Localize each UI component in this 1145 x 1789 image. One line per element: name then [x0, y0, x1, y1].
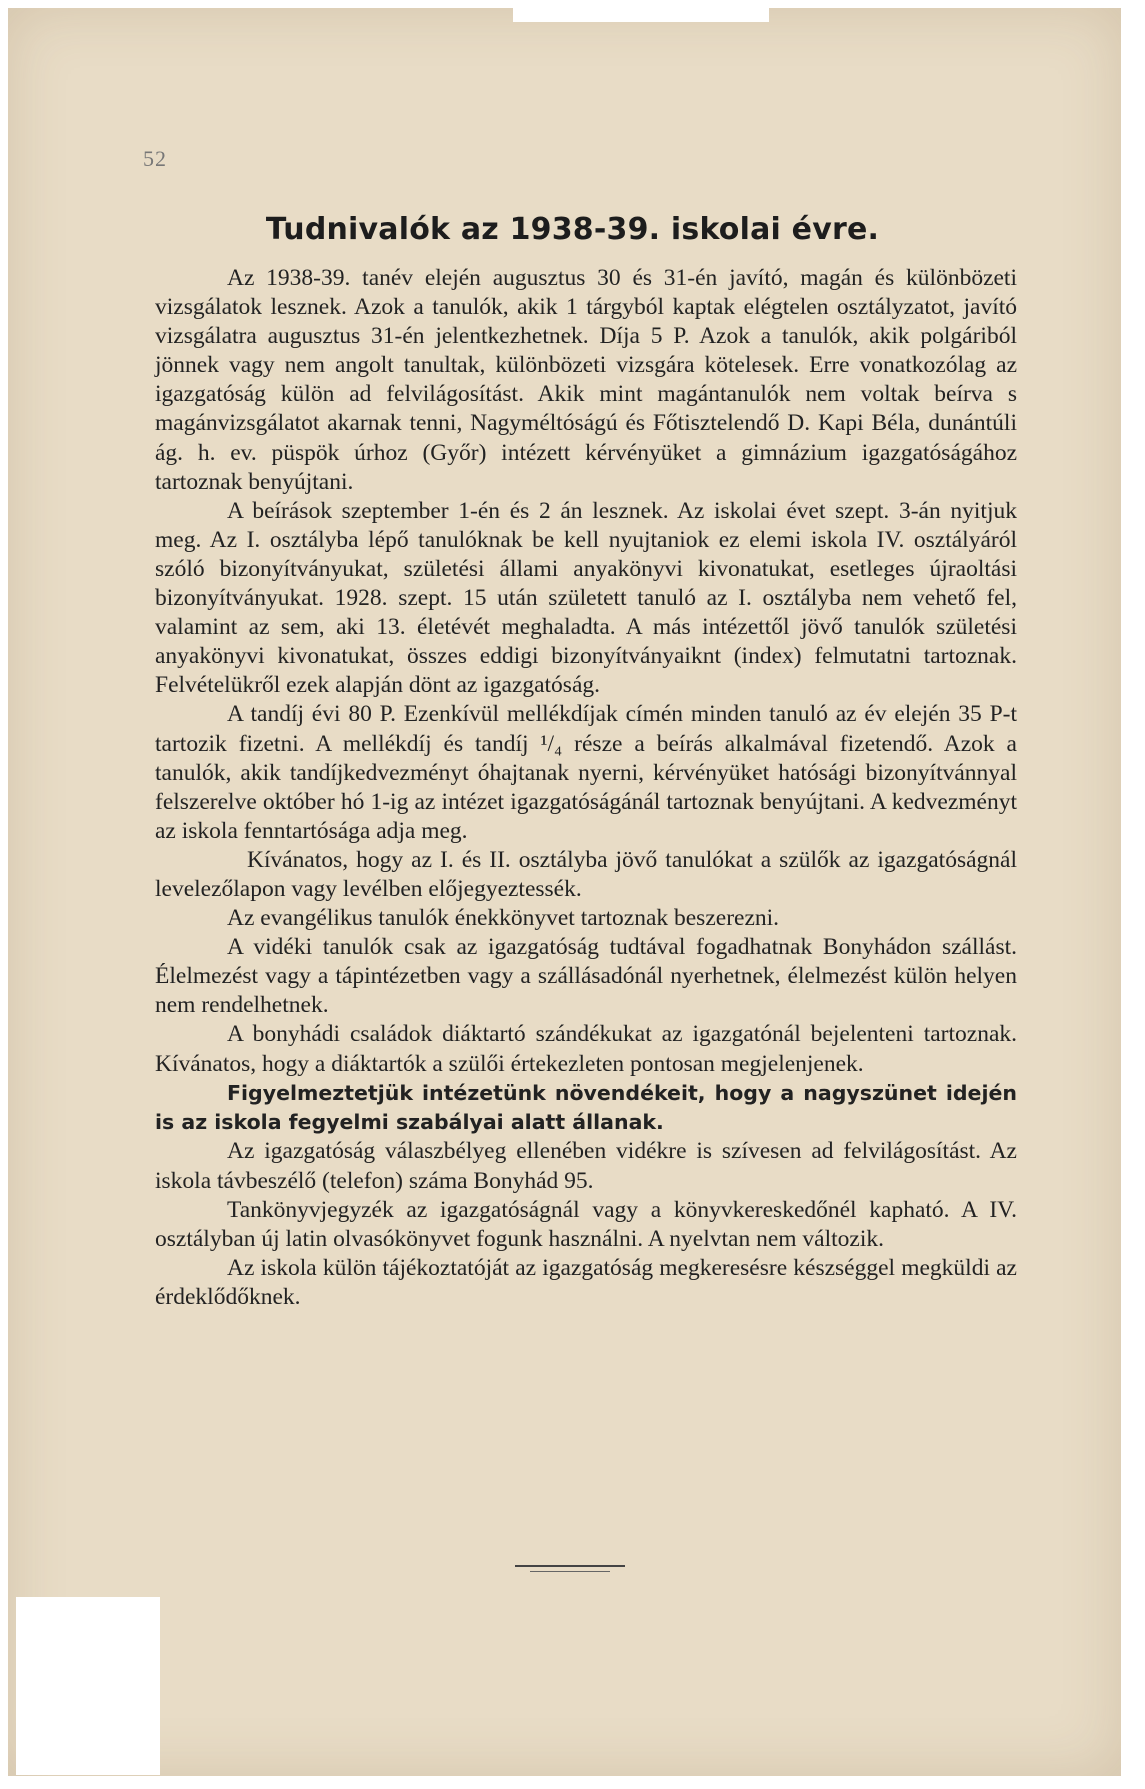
page-title: Tudnivalók az 1938-39. iskolai évre.	[265, 212, 880, 247]
paragraph-hymnbook: Az evangélikus tanulók énekkönyvet tartoznak beszerezni.	[227, 905, 780, 932]
paragraph-textbooks: Tankönyvjegyzék az igazgatóságnál vagy a könyvkereskedőnél kapható. A IV. osztályban új latin olvasókönyvet fogunk használni. A nyelvtan nem változik.	[155, 1196, 1017, 1252]
paragraph-enrollment: A beírások szeptember 1-én és 2 án lesznek. Az iskolai évet szept. 3-án nyitjuk meg. Az I. osztályba lépő tanulóknak be kell nyujtaniok ez elemi iskola IV. osztályáról szóló bizonyítványukat, születési állami anyakönyvi kivonatukat, esetleges újraoltási bizonyítványukat. 1928. szept. 15 után született tanuló az I. osztályba nem vehető fel, valamint az sem, aki 13. életévét meghaladta. A más intézettől jövő tanulók születési anyakönyvi kivonatukat, összes eddigi bizonyítványaiknt (index) felmutatni tartoznak. Felvételükről ezek alapján dönt az igazgatóság.	[155, 497, 1017, 699]
scan-edge-mark	[513, 8, 769, 22]
end-rule	[515, 1565, 625, 1567]
document-body	[155, 264, 1017, 1312]
paragraph-discipline-notice: Figyelmeztetjük intézetünk növendékeit, hogy a nagyszünet idején is az iskola fegyelmi szabályai alatt állanak.	[155, 1080, 1017, 1135]
paragraph-host-families: A bonyhádi családok diáktartó szándékukat az igazgatónál bejelenteni tartoznak. Kívánatos, hogy a diáktartók a szülői értekezleten pontosan megjelenjenek.	[155, 1021, 1017, 1077]
end-rule-short	[530, 1571, 610, 1572]
page-number: 52	[143, 146, 167, 171]
paragraph-lodging: A vidéki tanulók csak az igazgatóság tudtával fogadhatnak Bonyhádon szállást. Élelmezést vagy a tápintézetben vagy a szállásadónál nyerhetnek, élelmezést külön helyen nem rendelhetnek.	[155, 934, 1017, 1019]
paragraph-tuition: A tandíj évi 80 P. Ezenkívül mellékdíjak címén minden tanuló az év elején 35 P-t tartozik fizetni. A mellékdíj és tandíj ¹/₄ része a beírás alkalmával fizetendő. Azok a tanulók, akik tandíjkedvezményt óhajtanak nyerni, kérvényüket hatósági bizonyítvánnyal felszerelve október hó 1-ig az intézet igazgatóságánál tartoznak benyújtani. A kedvezményt az iskola fenntartósága adja meg.	[155, 701, 1017, 844]
scan-corner-mask	[16, 1597, 160, 1775]
paragraph-preregistration: Kívánatos, hogy az I. és II. osztályba jövő tanulókat a szülők az igazgatóságnál levelezőlapon vagy levélben előjegyeztessék.	[155, 846, 1017, 902]
paragraph-prospectus: Az iskola külön tájékoztatóját az igazgatóság megkeresésre készséggel megküldi az érdeklődőknek.	[155, 1254, 1017, 1310]
paragraph-exams: Az 1938-39. tanév elején augusztus 30 és 31-én javító, magán és különbözeti vizsgálatok lesznek. Azok a tanulók, akik 1 tárgyból kaptak elégtelen osztályzatot, javító vizsgálatra augusztus 31-én jelentkezhetnek. Díja 5 P. Azok a tanulók, akik polgáriból jönnek vagy nem angolt tanultak, különbözeti vizsgára kötelesek. Erre vonatkozólag az igazgatóság külön ad felvilágosítást. Akik mint magántanulók nem voltak beírva s magánvizsgálatot akarnak tenni, Nagyméltóságú és Főtisztelendő D. Kapi Béla, dunántúli ág. h. ev. püspök úrhoz (Győr) intézett kérvényüket a gimnázium igazgatóságához tartoznak benyújtani.	[155, 265, 1017, 495]
paragraph-information: Az igazgatóság válaszbélyeg ellenében vidékre is szívesen ad felvilágosítást. Az iskola távbeszélő (telefon) száma Bonyhád 95.	[155, 1138, 1017, 1194]
